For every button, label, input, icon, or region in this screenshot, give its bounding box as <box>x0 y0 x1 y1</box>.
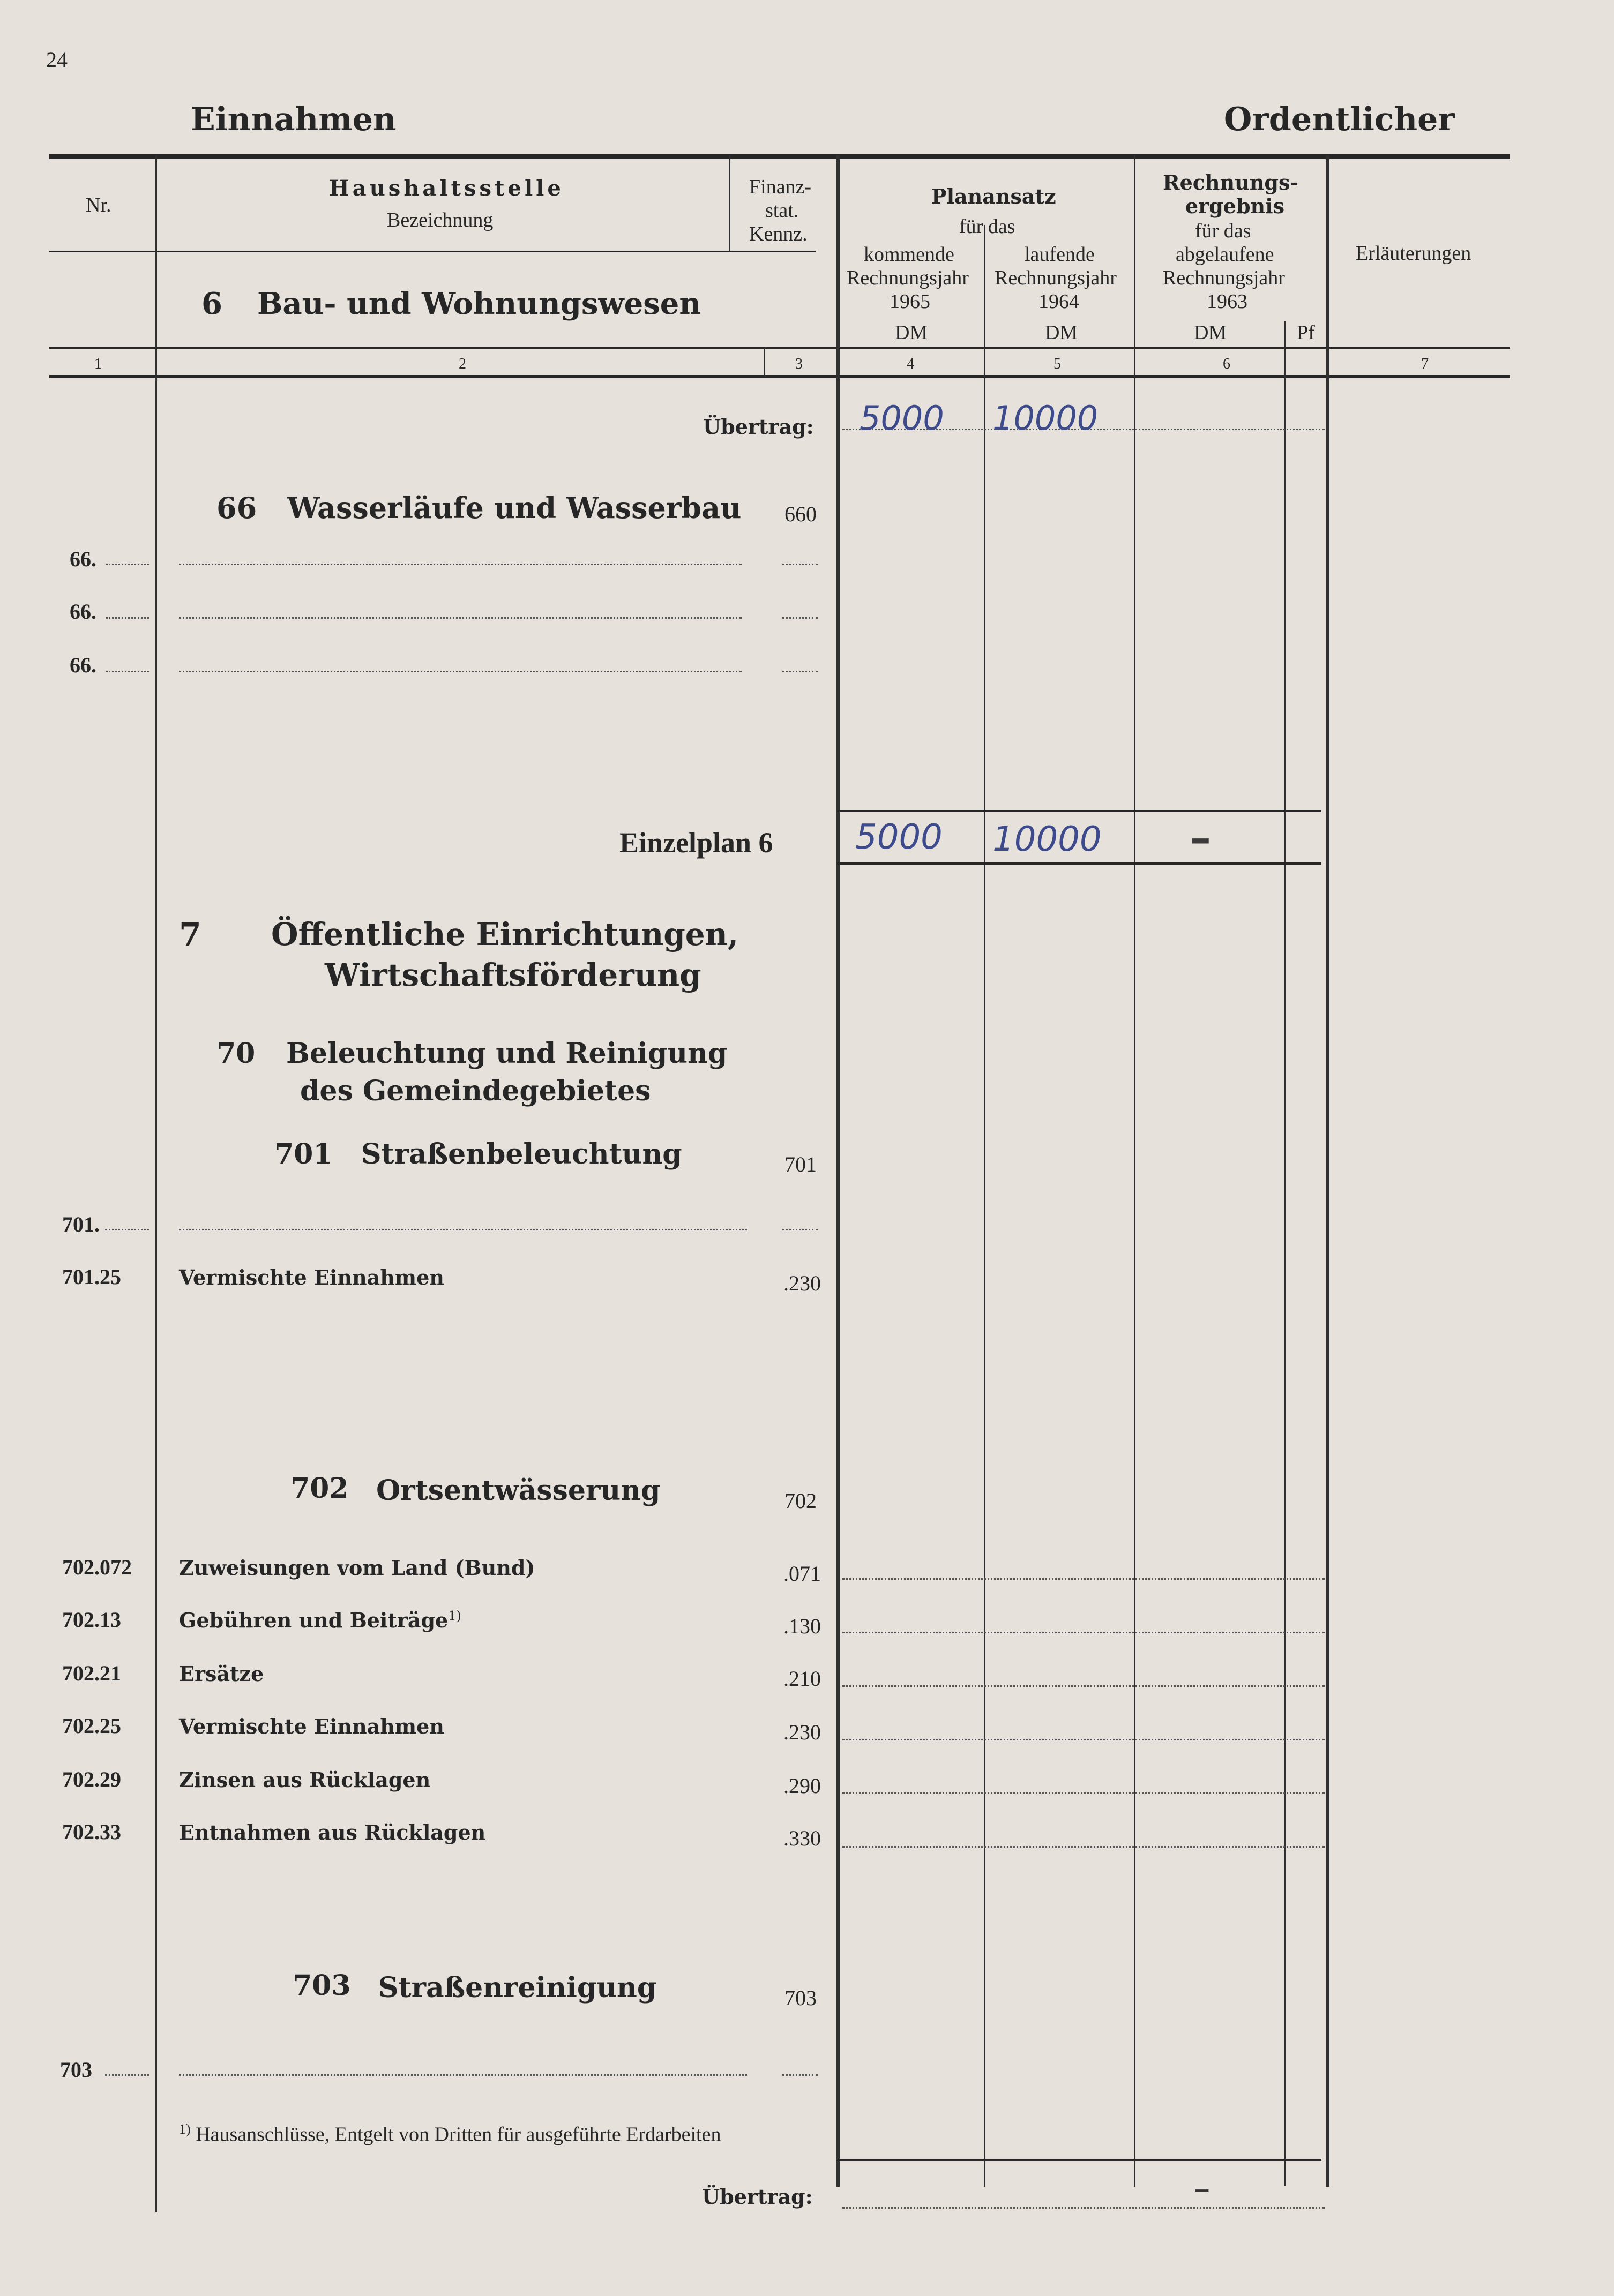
s7-line1: Öffentliche Einrichtungen, <box>271 916 739 952</box>
header-fuer-das: für das <box>959 215 1015 238</box>
col-number-5: 5 <box>1053 356 1061 372</box>
uebertrag-bottom-label: Übertrag: <box>702 2185 813 2209</box>
s702-row-1-nr: 702.072 <box>62 1555 132 1579</box>
header-rule-3 <box>49 347 1510 349</box>
header-laufende-2: Rechnungsjahr <box>995 267 1117 289</box>
header-pf: Pf <box>1297 321 1315 344</box>
col-number-1: 1 <box>94 356 102 372</box>
s66-no: 66 <box>216 491 257 525</box>
dots <box>105 2074 149 2076</box>
header-rechnungs: Rechnungs- <box>1163 170 1299 194</box>
s7-no: 7 <box>179 916 201 954</box>
dots <box>842 1846 1325 1848</box>
header-rechnungs-fuer: für das <box>1195 220 1251 242</box>
s66-row-2-nr: 66. <box>70 599 96 624</box>
s66-title: Wasserläufe und Wasserbau <box>287 491 742 525</box>
col-number-7: 7 <box>1421 356 1429 372</box>
header-kommende-2: Rechnungsjahr <box>847 267 969 289</box>
dots <box>782 617 818 619</box>
uebertrag-top-label: Übertrag: <box>703 415 814 439</box>
header-ergebnis: ergebnis <box>1185 194 1284 218</box>
dots <box>179 564 742 565</box>
s70-line2: des Gemeindegebietes <box>300 1075 651 1107</box>
s702-row-3-text: Ersätze <box>179 1662 264 1686</box>
dots <box>842 1792 1325 1794</box>
header-section-title: Bau- und Wohnungswesen <box>257 286 701 321</box>
header-finanz-2: stat. <box>765 199 799 222</box>
dots <box>842 1685 1325 1687</box>
s702-row-2-text <box>179 1608 461 1632</box>
s702-row-5-code: .290 <box>783 1774 821 1798</box>
dots <box>842 1578 1325 1580</box>
s702-row-2-nr: 702.13 <box>62 1608 121 1632</box>
col-divider-6 <box>1326 155 1329 2187</box>
s702-row-6-nr: 702.33 <box>62 1820 121 1844</box>
s702-code: 702 <box>784 1489 817 1513</box>
dots <box>105 1229 149 1230</box>
s701-row-2-nr: 701.25 <box>62 1265 121 1289</box>
dots <box>106 564 149 565</box>
col-number-3: 3 <box>795 356 803 372</box>
s703-title: Straßenreinigung <box>378 1971 657 2004</box>
s701-code: 701 <box>784 1152 817 1176</box>
dots <box>179 671 742 672</box>
col-number-2: 2 <box>459 356 466 372</box>
s702-row-5-nr: 702.29 <box>62 1767 121 1791</box>
header-kommende-1: kommende <box>864 243 954 266</box>
col-divider-2 <box>729 155 730 252</box>
dots <box>782 1229 818 1230</box>
s66-row-1-nr: 66. <box>70 547 96 571</box>
dots <box>179 1229 747 1230</box>
einzelplan-label: Einzelplan 6 <box>619 827 773 859</box>
bottom-rule <box>837 2159 1321 2161</box>
uebertrag-bottom-ergebnis: – <box>1194 2170 1210 2207</box>
header-section-no: 6 <box>201 286 222 321</box>
header-kommende-4: DM <box>895 321 928 344</box>
s702-row-4-text: Vermischte Einnahmen <box>179 1714 444 1738</box>
header-laufende-4: DM <box>1045 321 1078 344</box>
s702-row-3-nr: 702.21 <box>62 1661 121 1685</box>
header-rule-2 <box>49 251 816 252</box>
col-divider-pf <box>1284 321 1286 2186</box>
s70-no: 70 <box>216 1037 256 1070</box>
top-rule <box>49 154 1510 159</box>
dots <box>782 2074 818 2076</box>
einzelplan-ergebnis-1963: – <box>1190 812 1211 862</box>
s702-row-2-code: .130 <box>783 1614 821 1638</box>
s701-row-2-code: .230 <box>783 1271 821 1295</box>
einzelplan-rule-bottom <box>837 862 1321 865</box>
uebertrag-top-plan-1965: 5000 <box>860 399 944 438</box>
col-divider-3 <box>836 155 840 2187</box>
header-dm: DM <box>1194 321 1227 344</box>
footnote-text: Hausanschlüsse, Entgelt von Dritten für ausgeführte Erdarbeiten <box>196 2123 721 2146</box>
header-laufende-1: laufende <box>1025 243 1095 266</box>
page-title-right: Ordentlicher <box>1224 101 1455 138</box>
s703-row-nr: 703 <box>60 2058 92 2082</box>
col-number-6: 6 <box>1223 356 1230 372</box>
header-haushaltsstelle: Haushaltsstelle <box>329 176 564 201</box>
s702-row-5-text: Zinsen aus Rücklagen <box>179 1768 431 1792</box>
uebertrag-top-plan-1964: 10000 <box>992 399 1099 438</box>
dots <box>842 1632 1325 1633</box>
footnote-mark: 1) <box>179 2121 191 2137</box>
s702-row-1-text: Zuweisungen vom Land (Bund) <box>179 1556 535 1580</box>
einzelplan-rule-top <box>837 810 1321 812</box>
s66-code: 660 <box>784 502 817 526</box>
header-erlaeuterungen: Erläuterungen <box>1356 242 1471 265</box>
s703-no: 703 <box>293 1969 351 2002</box>
s702-row-6-text: Entnahmen aus Rücklagen <box>179 1820 486 1844</box>
header-abgelaufene-1: abgelaufene <box>1176 243 1274 266</box>
dots <box>179 2074 747 2076</box>
header-bezeichnung: Bezeichnung <box>387 209 494 231</box>
s66-row-3-nr: 66. <box>70 653 96 677</box>
dots <box>782 564 818 565</box>
dots <box>106 671 149 672</box>
col-divider-2b <box>764 348 765 375</box>
header-nr: Nr. <box>86 194 111 216</box>
header-laufende-3: 1964 <box>1038 290 1079 313</box>
footnote-ref: 1) <box>448 1608 461 1624</box>
s702-row-4-code: .230 <box>783 1720 821 1744</box>
s702-no: 702 <box>290 1472 349 1505</box>
s7-line2: Wirtschaftsförderung <box>325 957 701 993</box>
header-finanz-3: Kennz. <box>749 223 808 245</box>
footnote <box>179 2121 721 2147</box>
s703-code: 703 <box>784 1986 817 2010</box>
s701-row-2-text: Vermischte Einnahmen <box>179 1265 444 1289</box>
col-divider-1 <box>155 155 157 2212</box>
s701-title: Straßenbeleuchtung <box>361 1138 682 1170</box>
header-kommende-3: 1965 <box>890 290 930 313</box>
header-abgelaufene-3: 1963 <box>1207 290 1247 313</box>
dots <box>782 671 818 672</box>
s701-no: 701 <box>274 1138 333 1170</box>
dots <box>842 1739 1325 1740</box>
dots <box>842 2207 1325 2209</box>
s702-row-2-label: Gebühren und Beiträge <box>179 1608 449 1632</box>
col-number-4: 4 <box>907 356 914 372</box>
page-number: 24 <box>46 48 68 72</box>
s702-row-4-nr: 702.25 <box>62 1714 121 1738</box>
dots <box>106 617 149 619</box>
einzelplan-plan-1964: 10000 <box>992 820 1102 859</box>
s70-line1: Beleuchtung und Reinigung <box>286 1037 728 1070</box>
page-title-left: Einnahmen <box>191 101 397 138</box>
header-finanz-1: Finanz- <box>749 176 812 198</box>
header-abgelaufene-2: Rechnungsjahr <box>1163 267 1285 289</box>
einzelplan-plan-1965: 5000 <box>855 817 943 857</box>
col-divider-5 <box>1134 155 1135 2187</box>
header-planansatz: Planansatz <box>931 184 1056 208</box>
s702-row-1-code: .071 <box>783 1562 821 1586</box>
col-divider-4 <box>984 225 985 2187</box>
dots <box>179 617 742 619</box>
s702-row-3-code: .210 <box>783 1667 821 1691</box>
header-rule-4 <box>49 375 1510 378</box>
s702-title: Ortsentwässerung <box>376 1474 661 1507</box>
s701-row-1-nr: 701. <box>62 1212 100 1236</box>
s702-row-6-code: .330 <box>783 1826 821 1850</box>
